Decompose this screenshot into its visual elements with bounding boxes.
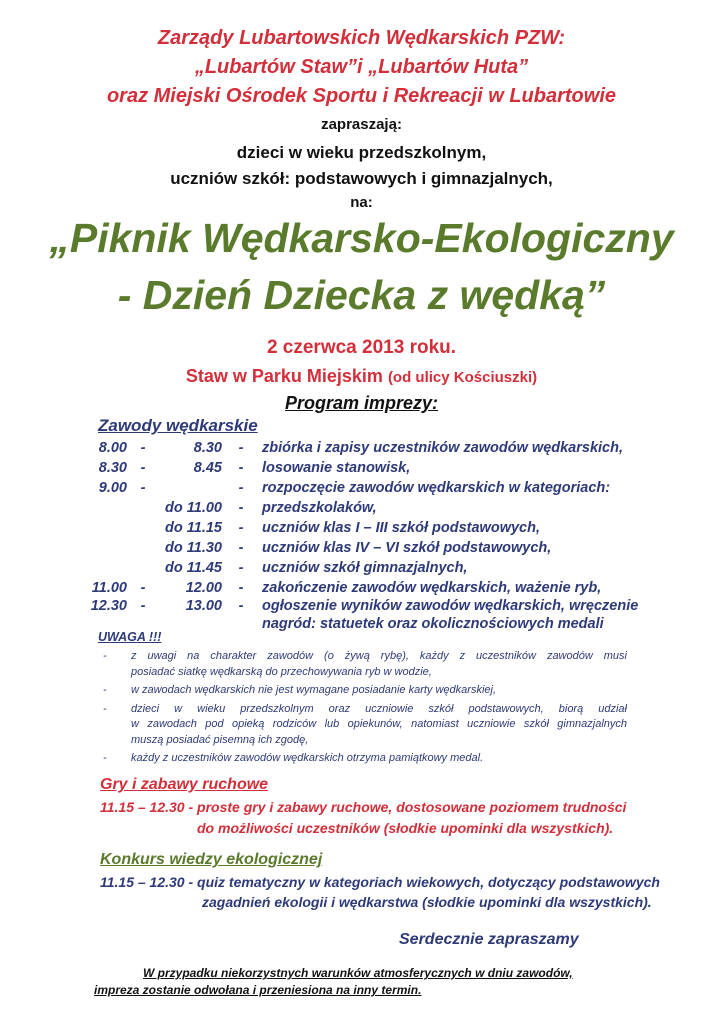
schedule-desc: uczniów szkół gimnazjalnych, bbox=[262, 560, 468, 576]
warning-line: muszą posiadać pisemną ich zgodę, bbox=[131, 733, 309, 746]
warning-line: w zawodach pod opieką rodziców lub opiekunów, natomiast uczniowie szkół gimnazjalnych bbox=[131, 718, 627, 730]
event-place-line bbox=[0, 366, 723, 387]
event-place: Staw w Parku Miejskim bbox=[185, 366, 383, 386]
schedule-to: 13.00 bbox=[185, 598, 222, 614]
invite-line-2: uczniów szkół: podstawowych i gimnazjalnych, bbox=[170, 169, 553, 188]
footer-line-2: impreza zostanie odwołana i przeniesiona na inny termin. bbox=[94, 983, 422, 997]
schedule-d2: - bbox=[238, 560, 244, 576]
schedule-d1: - bbox=[140, 460, 146, 476]
event-title-line-1: „Piknik Wędkarsko-Ekologiczny bbox=[49, 215, 674, 261]
schedule-d2: - bbox=[238, 580, 244, 596]
contest-heading: Zawody wędkarskie bbox=[98, 416, 258, 435]
schedule-d2: - bbox=[238, 440, 244, 456]
schedule-d2: - bbox=[238, 520, 244, 536]
schedule-to: 8.45 bbox=[193, 460, 222, 476]
warning-line: z uwagi na charakter zawodów (o żywą rybę), każdy z uczestników zawodów musi bbox=[131, 650, 627, 662]
schedule-desc: ogłoszenie wyników zawodów wędkarskich, wręczenie bbox=[262, 598, 639, 614]
schedule-d2: - bbox=[238, 540, 244, 556]
invite-verb: zapraszają: bbox=[321, 116, 402, 133]
organizer-line-1: Zarządy Lubartowskich Wędkarskich PZW: bbox=[157, 27, 566, 49]
closing-text: Serdecznie zapraszamy bbox=[399, 931, 579, 948]
quiz-line-1: 11.15 – 12.30 - quiz tematyczny w kategoriach wiekowych, dotyczący podstawowych bbox=[100, 874, 660, 890]
program-heading: Program imprezy: bbox=[284, 393, 439, 413]
organizer-line-2: „Lubartów Staw”i „Lubartów Huta” bbox=[194, 56, 529, 78]
schedule-from: 11.00 bbox=[91, 580, 127, 596]
warning-line: każdy z uczestników zawodów wędkarskich otrzyma pamiątkowy medal. bbox=[131, 752, 484, 764]
schedule-to: do 11.45 bbox=[165, 560, 222, 576]
event-place-note: (od ulicy Kościuszki) bbox=[387, 369, 538, 386]
schedule-d2: - bbox=[238, 500, 244, 516]
games-line-2: do możliwości uczestników (słodkie upominki dla wszystkich). bbox=[197, 820, 614, 836]
schedule-from: 8.30 bbox=[98, 460, 127, 476]
games-heading: Gry i zabawy ruchowe bbox=[100, 776, 269, 793]
schedule-d1: - bbox=[140, 598, 146, 614]
schedule-desc: uczniów klas IV – VI szkół podstawowych, bbox=[262, 540, 552, 556]
schedule-from: 9.00 bbox=[98, 480, 127, 496]
quiz-heading: Konkurs wiedzy ekologicznej bbox=[100, 851, 323, 868]
schedule-desc: przedszkolaków, bbox=[262, 500, 377, 516]
schedule-desc: zakończenie zawodów wędkarskich, ważenie ryb, bbox=[262, 580, 602, 596]
warning-heading: UWAGA !!! bbox=[98, 630, 162, 644]
schedule-d1: - bbox=[140, 480, 146, 496]
warning-line: posiadać siatkę wędkarską do przechowywania ryb w wodzie, bbox=[131, 665, 432, 678]
schedule-from: 8.00 bbox=[98, 440, 127, 456]
schedule-to: 12.00 bbox=[185, 580, 222, 596]
footer-line-1: W przypadku niekorzystnych warunków atmosferycznych w dniu zawodów, bbox=[143, 966, 573, 980]
event-date: 2 czerwca 2013 roku. bbox=[266, 337, 457, 358]
games-line-1: 11.15 – 12.30 - proste gry i zabawy ruchowe, dostosowane poziomem trudności bbox=[100, 799, 627, 815]
event-title-line-2: - Dzień Dziecka z wędką” bbox=[117, 272, 606, 318]
schedule-to: do 11.30 bbox=[165, 540, 222, 556]
schedule-d2: - bbox=[238, 460, 244, 476]
schedule-to: 8.30 bbox=[193, 440, 222, 456]
warning-bullet: - bbox=[103, 650, 107, 662]
warning-bullet: - bbox=[103, 684, 107, 696]
invite-line-3: na: bbox=[350, 194, 373, 211]
warning-bullet: - bbox=[103, 752, 107, 764]
warning-line: w zawodach wędkarskich nie jest wymagane posiadanie karty wędkarskiej, bbox=[131, 684, 497, 696]
quiz-line-2: zagadnień ekologii i wędkarstwa (słodkie upominki dla wszystkich). bbox=[202, 894, 652, 910]
schedule-to: do 11.15 bbox=[165, 520, 222, 536]
schedule-desc: zbiórka i zapisy uczestników zawodów wędkarskich, bbox=[262, 440, 623, 456]
schedule-from: 12.30 bbox=[90, 598, 127, 614]
warning-line: dzieci w wieku przedszkolnym oraz uczniowie szkół podstawowych, biorą udział bbox=[131, 702, 627, 715]
organizer-line-3: oraz Miejski Ośrodek Sportu i Rekreacji w Lubartowie bbox=[106, 85, 617, 107]
schedule-d1: - bbox=[140, 580, 146, 596]
schedule-desc: nagród: statuetek oraz okolicznościowych medali bbox=[262, 616, 604, 632]
schedule-d2: - bbox=[238, 598, 244, 614]
invite-line-1: dzieci w wieku przedszkolnym, bbox=[236, 143, 487, 162]
schedule-desc: rozpoczęcie zawodów wędkarskich w kategoriach: bbox=[262, 480, 611, 496]
schedule-d2: - bbox=[238, 480, 244, 496]
schedule-desc: losowanie stanowisk, bbox=[262, 460, 411, 476]
warning-bullet: - bbox=[103, 702, 107, 715]
schedule-desc: uczniów klas I – III szkół podstawowych, bbox=[262, 520, 540, 536]
schedule-to: do 11.00 bbox=[165, 500, 222, 516]
schedule-d1: - bbox=[140, 440, 146, 456]
